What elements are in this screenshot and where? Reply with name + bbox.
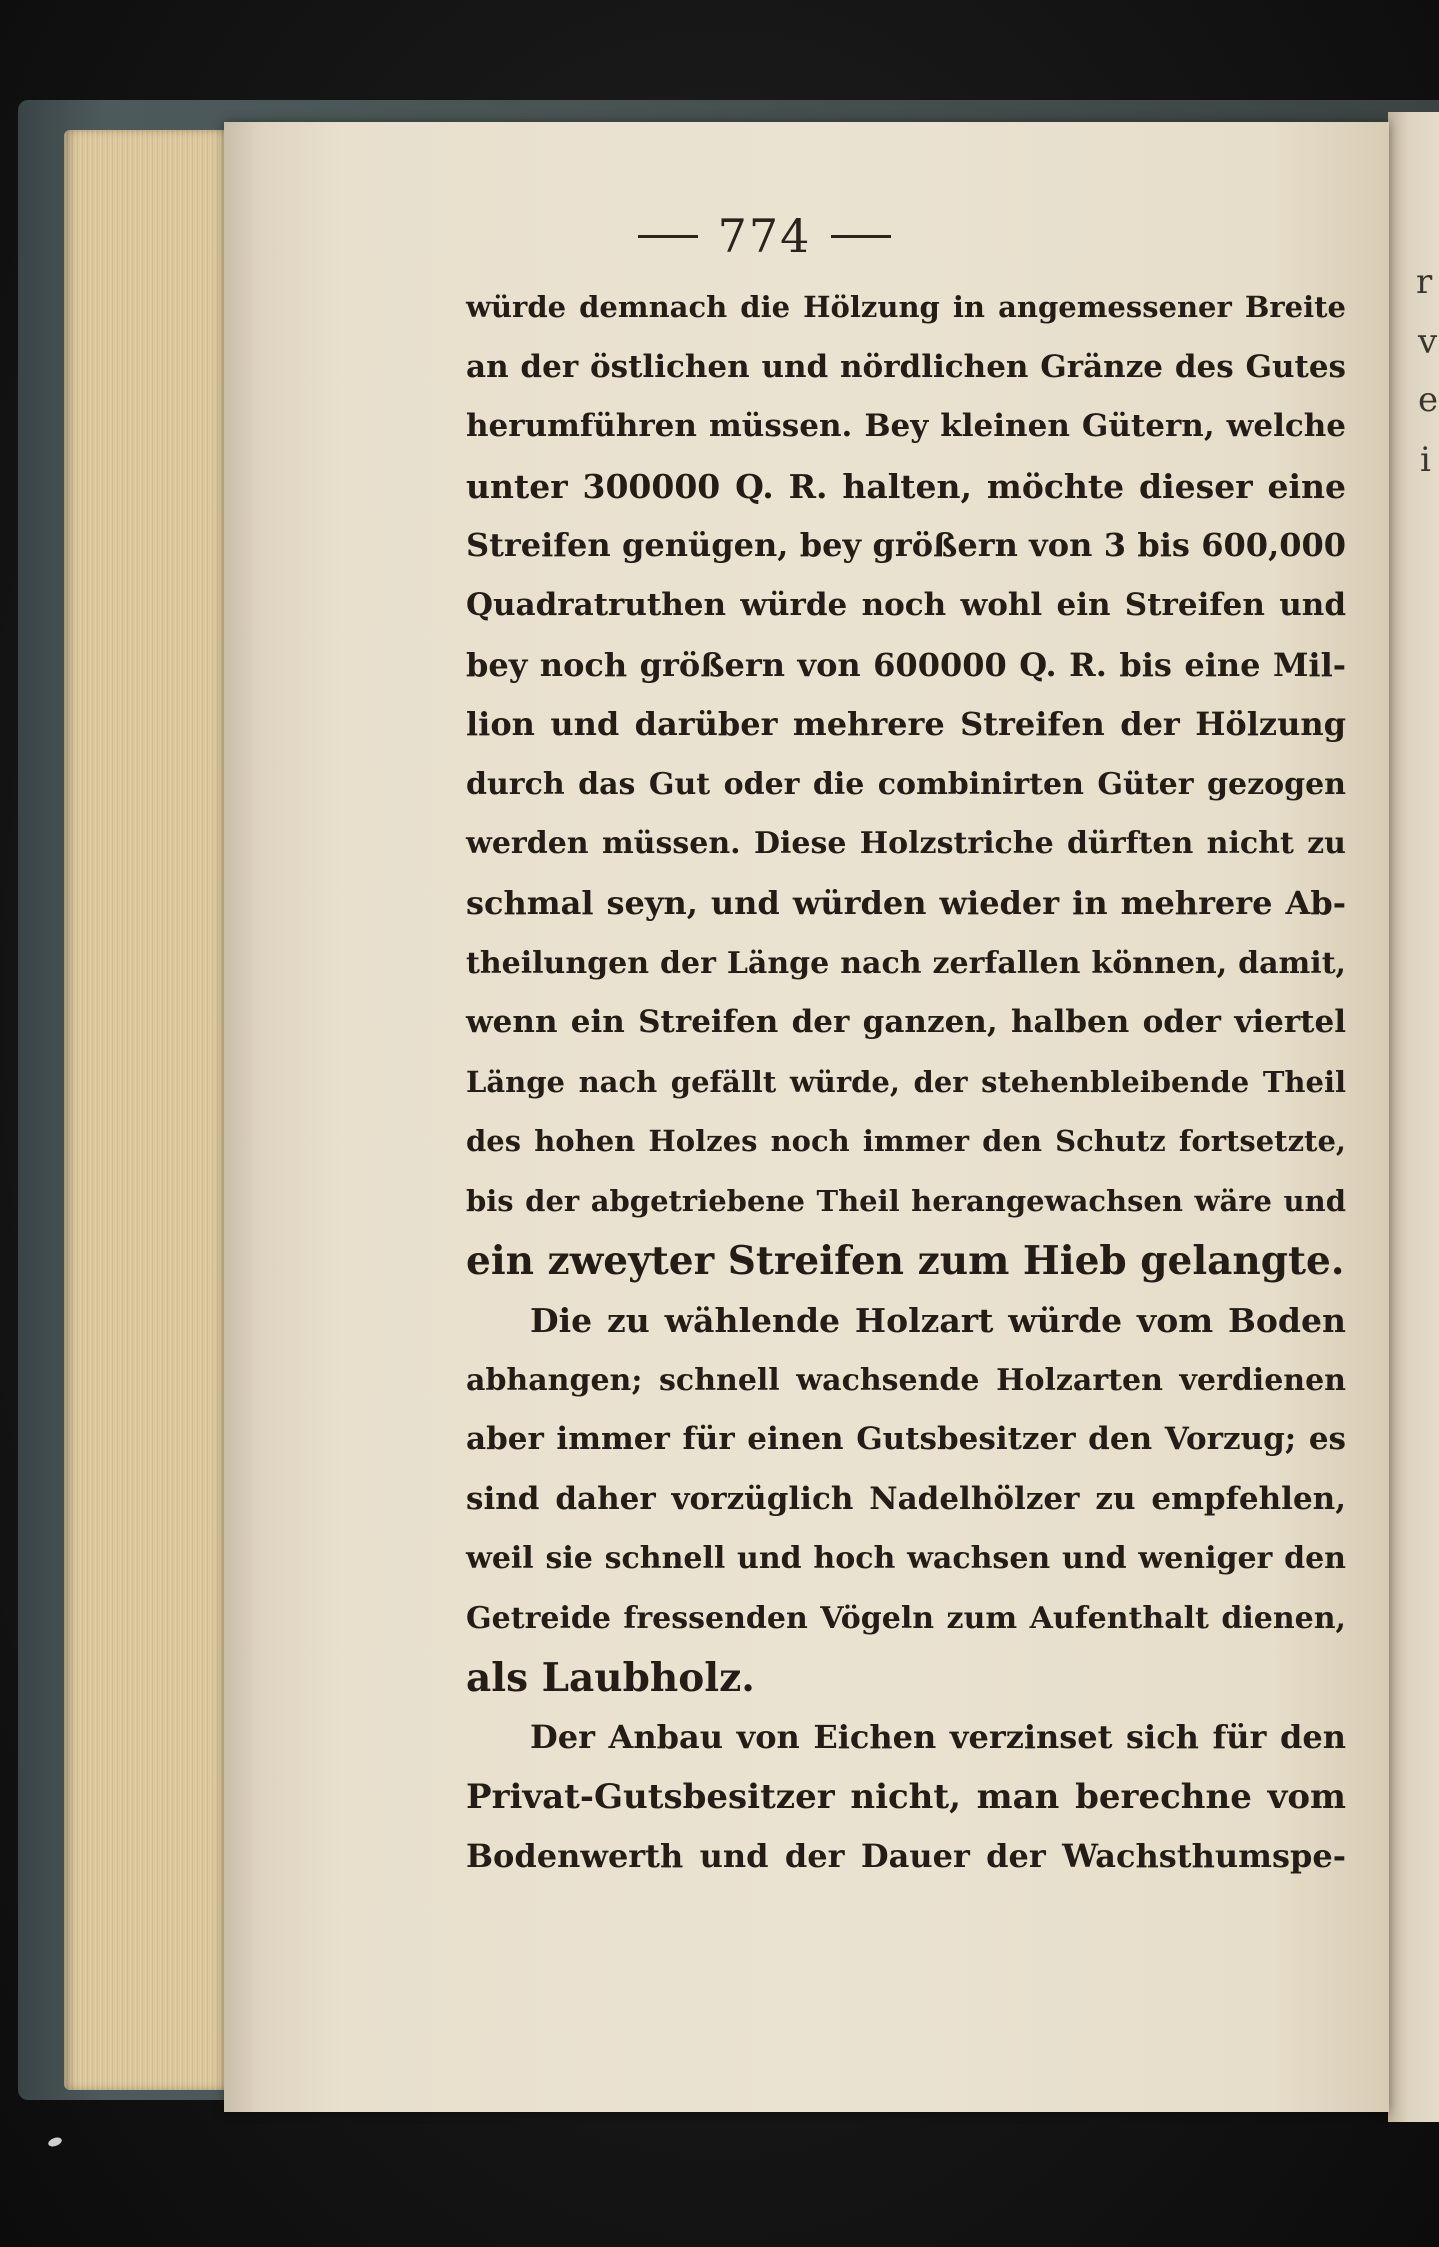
text-line: weil sie schnell und hoch wachsen und weniger den: [466, 1541, 1346, 1577]
text-line: Der Anbau von Eichen verzinset sich für den: [530, 1718, 1346, 1757]
page-number-dash-right: [831, 235, 891, 238]
text-line: Bodenwerth und der Dauer der Wachsthumspe-: [466, 1837, 1346, 1876]
next-page-fragment: v: [1418, 322, 1438, 362]
next-page-fragment: e: [1418, 380, 1439, 420]
page-number-value: 774: [717, 209, 812, 263]
text-line: Länge nach gefällt würde, der stehenbleibende Theil: [466, 1064, 1346, 1099]
next-page-edge: [1388, 112, 1439, 2122]
text-line: Die zu wählende Holzart würde vom Boden: [530, 1301, 1346, 1341]
text-line: Getreide fressenden Vögeln zum Aufenthalt dienen,: [466, 1601, 1346, 1637]
text-line: Privat-Gutsbesitzer nicht, man berechne vom: [466, 1776, 1346, 1817]
page-number-dash-left: [638, 235, 698, 238]
text-line: herumführen müssen. Bey kleinen Gütern, welche: [466, 408, 1346, 445]
page-edges: [64, 130, 239, 2090]
next-page-fragment: r: [1416, 262, 1433, 302]
text-line: Quadratruthen würde noch wohl ein Streifen und: [466, 586, 1346, 623]
text-line: bis der abgetriebene Theil herangewachsen wäre und: [466, 1183, 1346, 1218]
text-line: lion und darüber mehrere Streifen der Hölzung: [466, 705, 1346, 744]
page-body-text: [466, 278, 1346, 1887]
text-line: abhangen; schnell wachsende Holzarten verdienen: [466, 1362, 1346, 1398]
next-page-fragment: i: [1420, 440, 1431, 480]
text-line: des hohen Holzes noch immer den Schutz fortsetzte,: [466, 1124, 1346, 1159]
text-line: theilungen der Länge nach zerfallen können, damit,: [466, 945, 1346, 981]
text-line: an der östlichen und nördlichen Gränze des Gutes: [466, 348, 1346, 385]
text-line: aber immer für einen Gutsbesitzer den Vorzug; es: [466, 1421, 1346, 1458]
text-line: bey noch größern von 600000 Q. R. bis eine Mil-: [466, 645, 1346, 684]
text-line: sind daher vorzüglich Nadelhölzer zu empfehlen,: [466, 1480, 1346, 1517]
dust-mark: [47, 2136, 63, 2148]
text-line: Streifen genügen, bey größern von 3 bis 600,000: [466, 526, 1346, 565]
text-line: schmal seyn, und würden wieder in mehrere Ab-: [466, 883, 1346, 922]
text-line: durch das Gut oder die combinirten Güter gezogen: [466, 766, 1346, 802]
text-line: würde demnach die Hölzung in angemessener Breite: [466, 290, 1346, 324]
text-line: als Laubholz.: [466, 1654, 755, 1701]
page-number: [0, 205, 1439, 263]
text-line: wenn ein Streifen der ganzen, halben oder viertel: [466, 1004, 1346, 1041]
text-line: ein zweyter Streifen zum Hieb gelangte.: [466, 1237, 1345, 1284]
text-line: unter 300000 Q. R. halten, möchte dieser eine: [466, 466, 1346, 506]
text-line: werden müssen. Diese Holzstriche dürften nicht zu: [466, 826, 1346, 862]
